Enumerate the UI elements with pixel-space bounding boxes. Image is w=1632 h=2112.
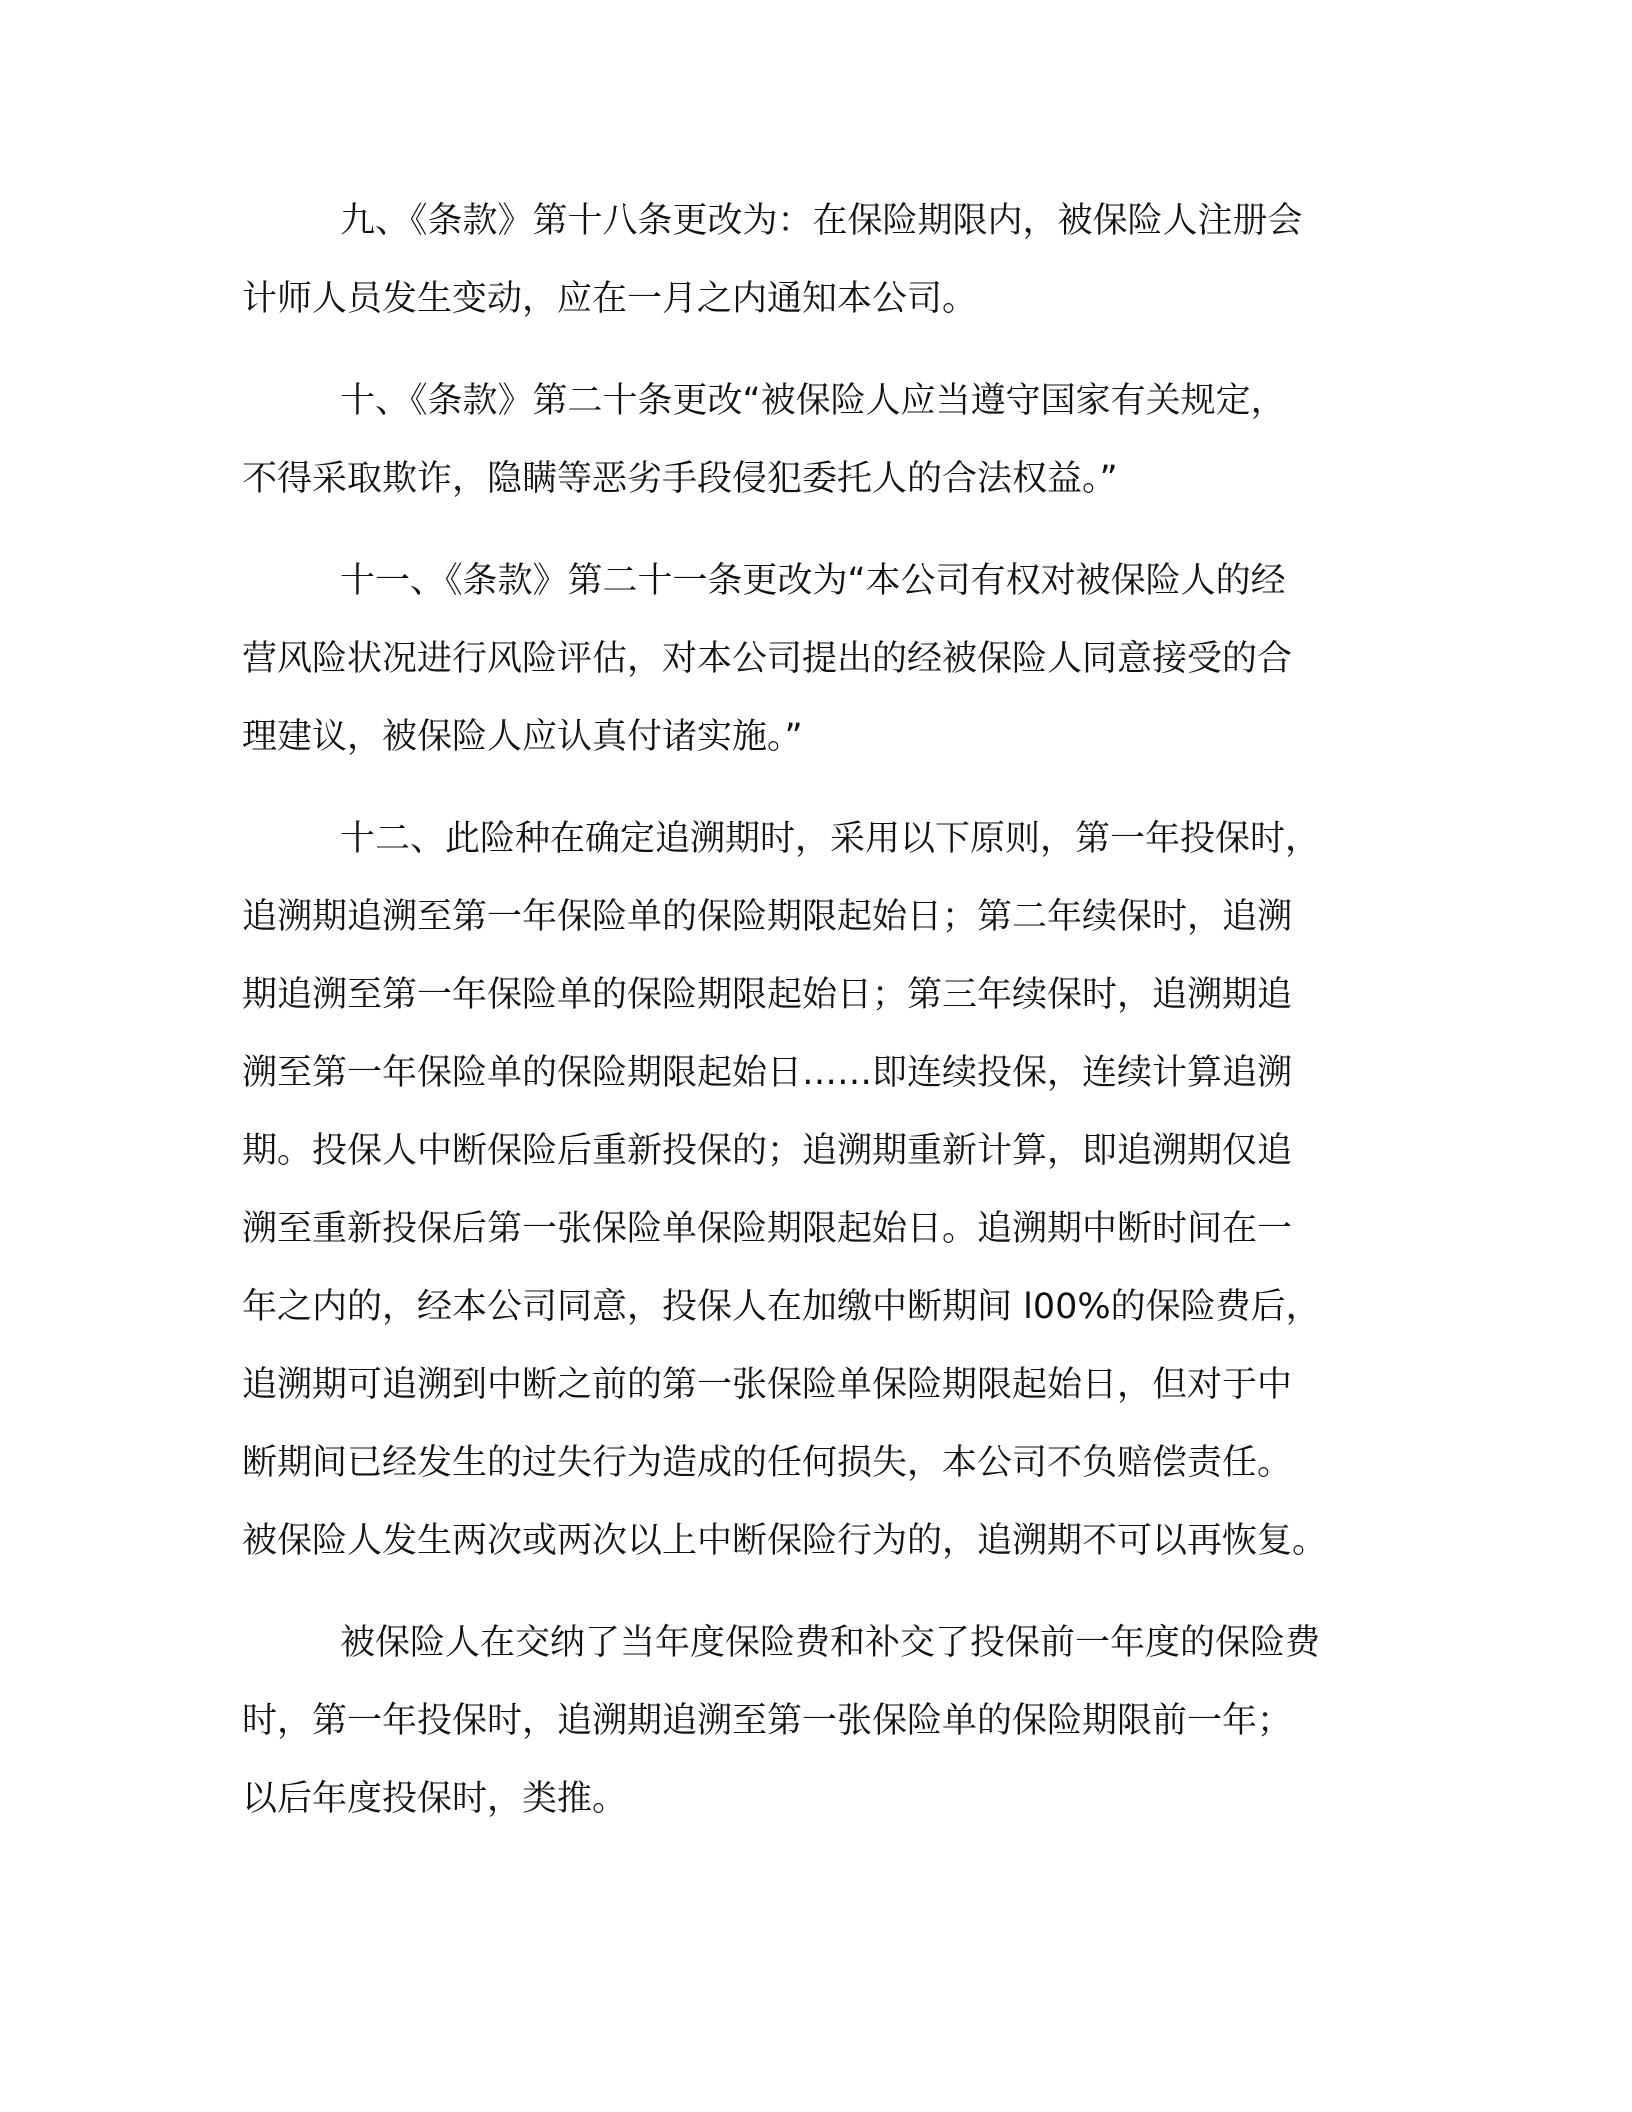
paragraph-line: 营风险状况进行风险评估，对本公司提出的经被保险人同意接受的合 — [242, 639, 1293, 679]
paragraph-line: 理建议，被保险人应认真付诸实施。” — [242, 717, 803, 757]
paragraph-line: 溯至重新投保后第一张保险单保险期限起始日。追溯期中断时间在一 — [242, 1209, 1293, 1249]
paragraph-line: 十、《条款》第二十条更改“被保险人应当遵守国家有关规定， — [340, 381, 1286, 421]
paragraph-line: 以后年度投保时，类推。 — [242, 1779, 628, 1819]
clause-12-paragraph — [242, 800, 1382, 1580]
paragraph-line: 追溯期可追溯到中断之前的第一张保险单保险期限起始日，但对于中 — [242, 1365, 1293, 1405]
paragraph-line: 九、《条款》第十八条更改为：在保险期限内，被保险人注册会 — [340, 201, 1303, 241]
clause-9-paragraph — [242, 182, 1382, 338]
paragraph-line: 溯至第一年保险单的保险期限起始日……即连续投保，连续计算追溯 — [242, 1053, 1293, 1093]
paragraph-line: 被保险人在交纳了当年度保险费和补交了投保前一年度的保险费 — [340, 1623, 1321, 1663]
paragraph-line: 十一、《条款》第二十一条更改为“本公司有权对被保险人的经 — [340, 561, 1286, 601]
paragraph-line: 被保险人发生两次或两次以上中断保险行为的，追溯期不可以再恢复。 — [242, 1521, 1328, 1561]
paragraph-line: 计师人员发生变动，应在一月之内通知本公司。 — [242, 279, 978, 319]
paragraph-line: 不得采取欺诈，隐瞒等恶劣手段侵犯委托人的合法权益。” — [242, 459, 1118, 499]
paragraph-line: 期追溯至第一年保险单的保险期限起始日；第三年续保时，追溯期追 — [242, 975, 1293, 1015]
paragraph-line: 时，第一年投保时，追溯期追溯至第一张保险单的保险期限前一年； — [242, 1701, 1293, 1741]
clause-11-paragraph — [242, 542, 1382, 776]
clause-10-paragraph — [242, 362, 1382, 518]
paragraph-line: 期。投保人中断保险后重新投保的；追溯期重新计算，即追溯期仅追 — [242, 1131, 1293, 1171]
paragraph-line: 断期间已经发生的过失行为造成的任何损失，本公司不负赔偿责任。 — [242, 1443, 1293, 1483]
paragraph-line: 十二、此险种在确定追溯期时，采用以下原则，第一年投保时， — [340, 819, 1321, 859]
paragraph-line: 追溯期追溯至第一年保险单的保险期限起始日；第二年续保时，追溯 — [242, 897, 1293, 937]
paragraph-line: 年之内的，经本公司同意，投保人在加缴中断期间 l00%的保险费后， — [242, 1287, 1321, 1327]
retroactive-premium-paragraph — [242, 1604, 1382, 1838]
document-body — [242, 182, 1382, 1862]
